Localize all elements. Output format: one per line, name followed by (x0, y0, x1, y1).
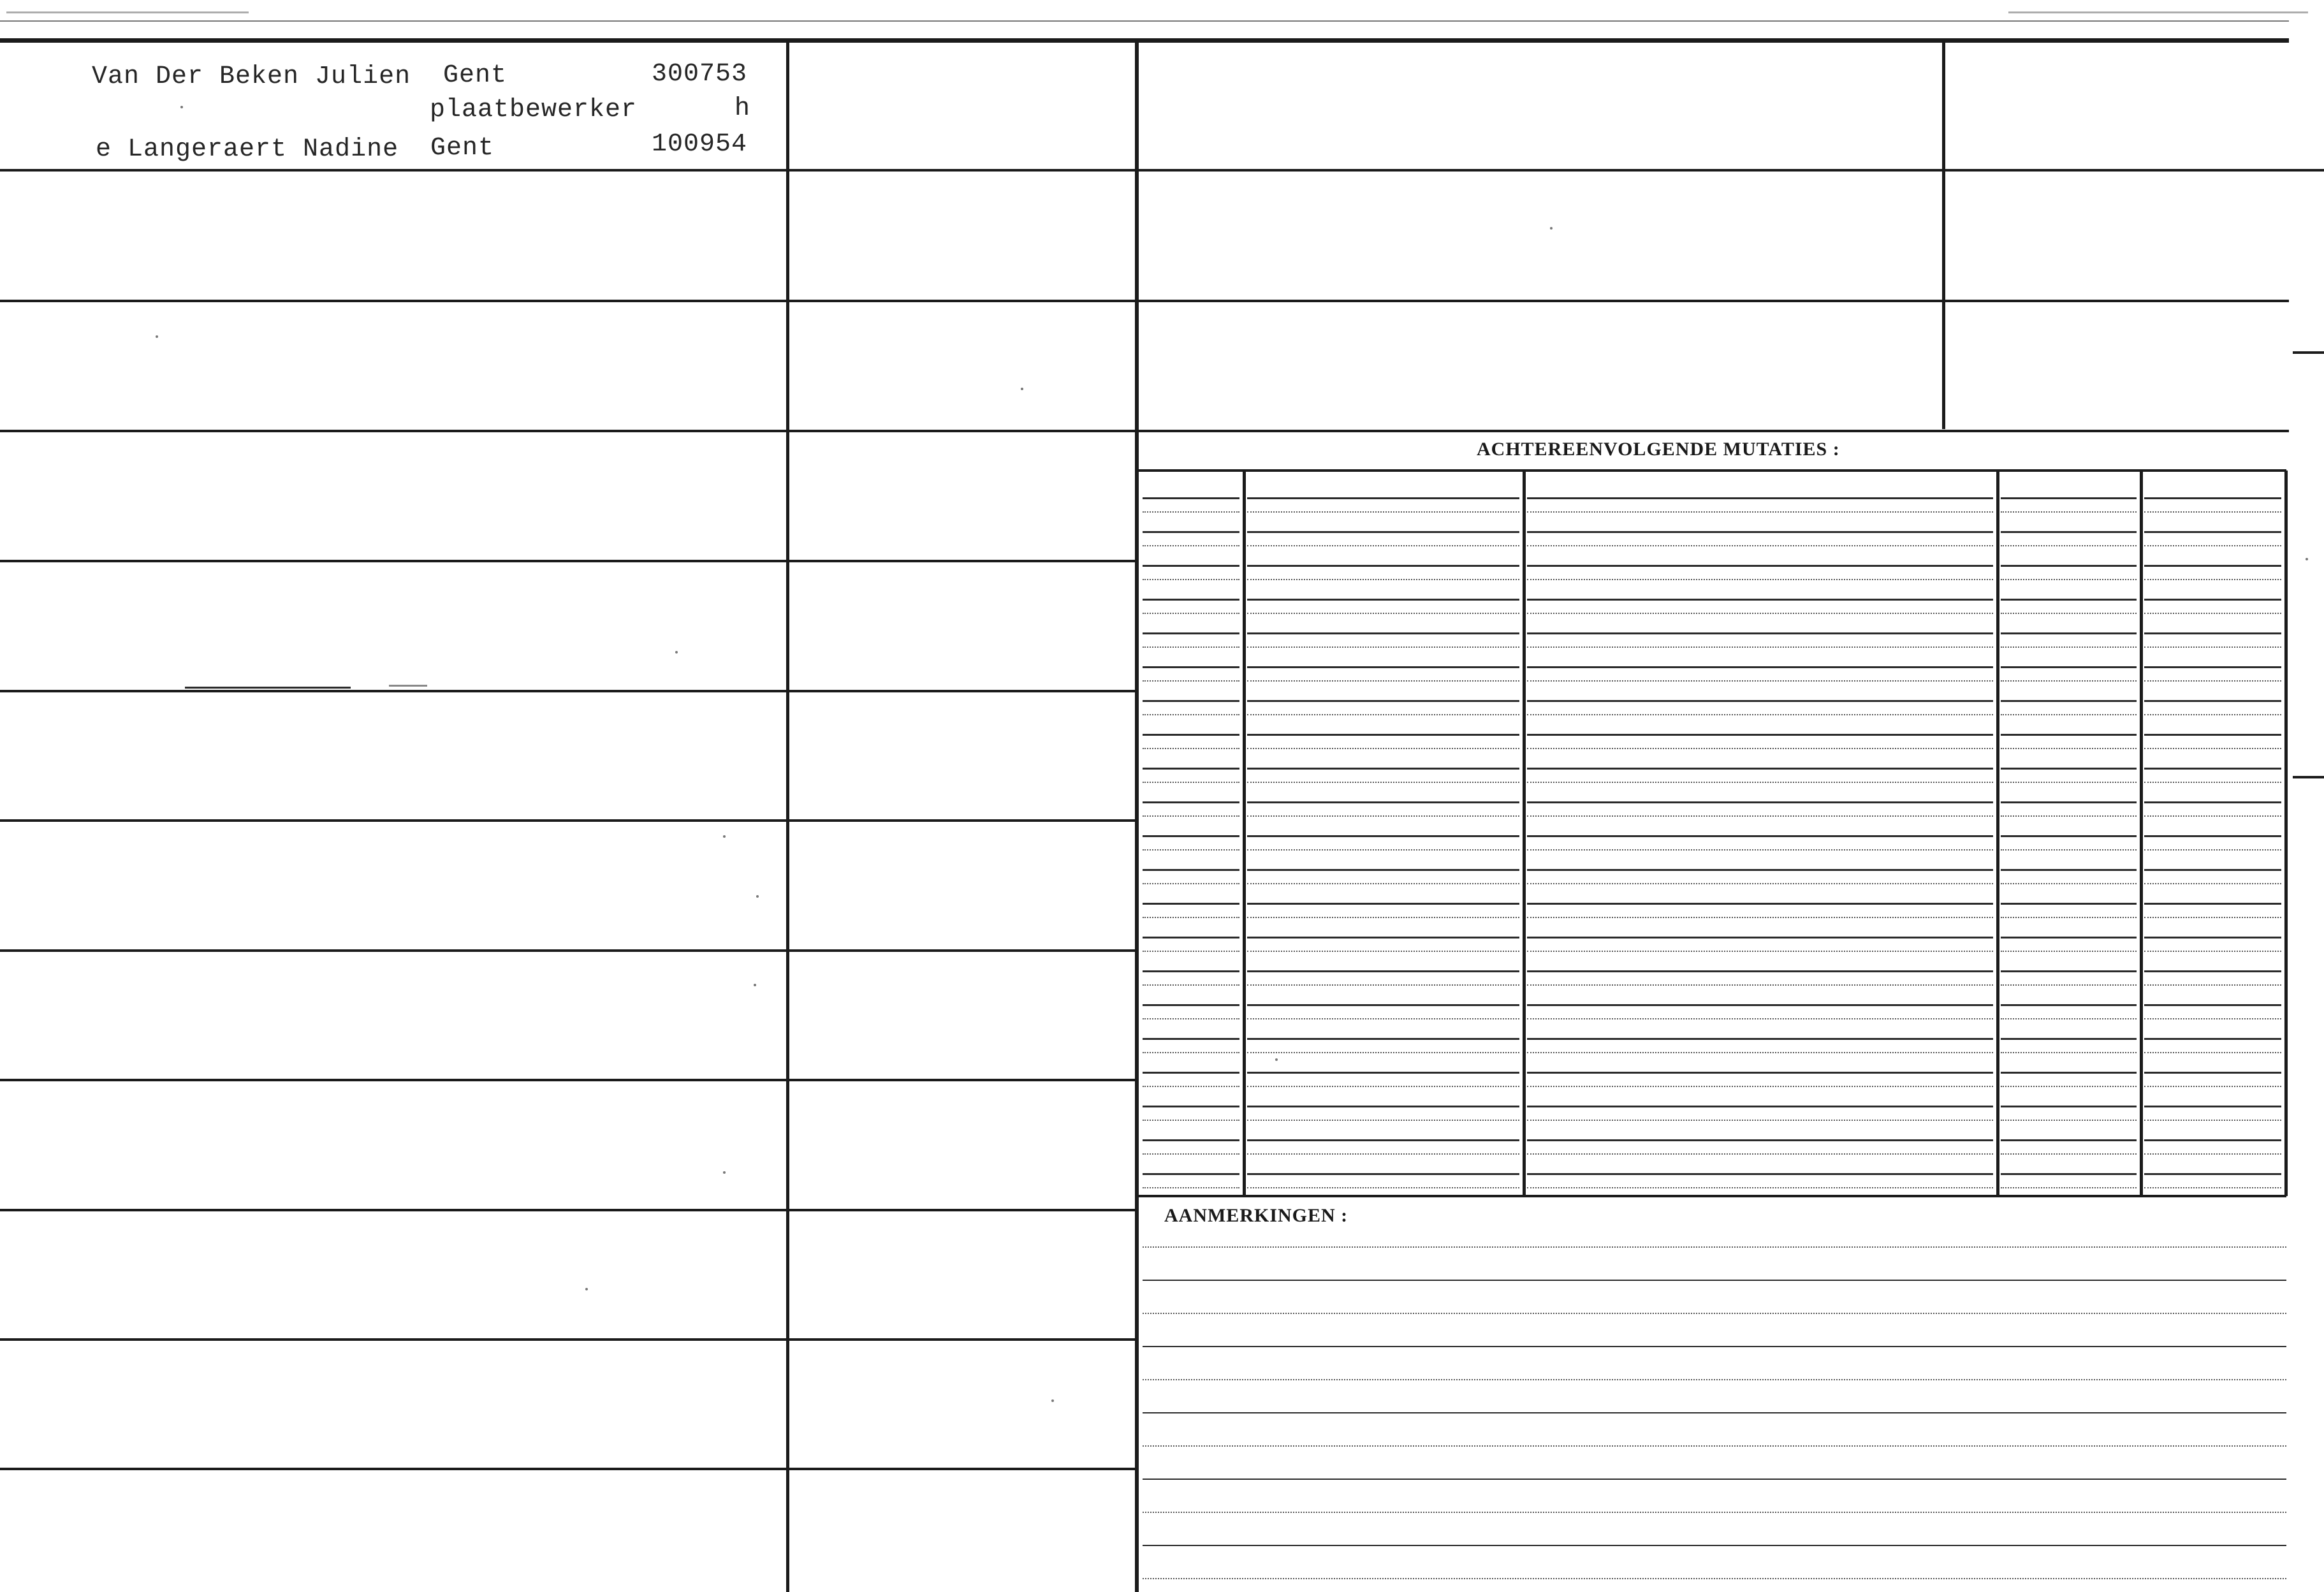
row-rule (0, 1209, 786, 1211)
mutation-rule (1143, 599, 1239, 601)
row-rule (0, 949, 786, 952)
column-divider-3 (1942, 40, 1945, 429)
mutation-dotted-rule (1247, 1153, 1519, 1155)
paper-speck (1275, 1058, 1278, 1061)
mutation-dotted-rule (1247, 1018, 1519, 1019)
rule-mark (185, 687, 351, 689)
mutation-dotted-rule (1527, 511, 1993, 513)
mutation-dotted-rule (2144, 545, 2281, 546)
mutation-rule (1527, 734, 1993, 736)
mutation-rule (2144, 1038, 2281, 1040)
paper-speck (754, 984, 756, 986)
mutation-dotted-rule (1247, 680, 1519, 682)
mutation-dotted-rule (1527, 579, 1993, 580)
row-rule (0, 819, 786, 822)
mutation-rule (1527, 666, 1993, 668)
mutation-rule (1143, 903, 1239, 905)
mutation-rule (1143, 1072, 1239, 1074)
mutation-rule (2144, 869, 2281, 871)
mutation-dotted-rule (1247, 883, 1519, 884)
remark-rule (1143, 1313, 2286, 1314)
row-rule (789, 1209, 1135, 1211)
mutation-dotted-rule (2001, 748, 2137, 749)
mutation-dotted-rule (1143, 579, 1239, 580)
mutation-dotted-rule (1143, 883, 1239, 884)
mutation-rule (2001, 937, 2137, 938)
mutations-col (1243, 471, 1246, 1196)
mutation-dotted-rule (2144, 680, 2281, 682)
mutation-dotted-rule (1527, 1120, 1993, 1121)
mutations-col (2140, 471, 2143, 1196)
mutation-dotted-rule (1247, 1187, 1519, 1188)
mutation-dotted-rule (2001, 680, 2137, 682)
mutation-dotted-rule (2001, 782, 2137, 783)
mutation-rule (1247, 937, 1519, 938)
column-divider-2 (1135, 40, 1139, 1592)
mutation-rule (2001, 1004, 2137, 1006)
mutation-rule (1527, 1004, 1993, 1006)
mutation-dotted-rule (2001, 511, 2137, 513)
mutation-rule (1143, 1173, 1239, 1175)
mutation-rule (1247, 1139, 1519, 1141)
mutation-rule (2144, 1173, 2281, 1175)
paper-speck (723, 1171, 726, 1174)
mutation-dotted-rule (1527, 714, 1993, 715)
mutation-rule (1247, 1038, 1519, 1040)
mutation-dotted-rule (2144, 782, 2281, 783)
mutation-dotted-rule (1143, 1187, 1239, 1188)
mutation-dotted-rule (2001, 1153, 2137, 1155)
mutation-dotted-rule (2144, 613, 2281, 614)
column-divider-1 (786, 40, 789, 1592)
mutation-rule (1247, 835, 1519, 837)
mutation-dotted-rule (1527, 1153, 1993, 1155)
mutation-dotted-rule (2001, 1052, 2137, 1053)
edge-mark (2293, 776, 2324, 778)
mutation-dotted-rule (2001, 545, 2137, 546)
mutation-rule (1247, 768, 1519, 770)
mutation-dotted-rule (1247, 984, 1519, 986)
mutations-heading: ACHTEREENVOLGENDE MUTATIES : (1477, 439, 1840, 460)
mutation-dotted-rule (1527, 883, 1993, 884)
row-rule (0, 1338, 786, 1341)
top-left-scribble (6, 11, 249, 13)
mutation-dotted-rule (2001, 815, 2137, 817)
mutation-rule (1527, 565, 1993, 567)
mutation-rule (2001, 1106, 2137, 1107)
mutation-rule (2144, 937, 2281, 938)
mutation-rule (1247, 1106, 1519, 1107)
mutation-dotted-rule (1247, 545, 1519, 546)
mutation-rule (1527, 1072, 1993, 1074)
mutation-dotted-rule (2144, 579, 2281, 580)
entry-2-number: 100954 (652, 130, 748, 159)
mutation-rule (1143, 531, 1239, 533)
mutation-dotted-rule (1527, 613, 1993, 614)
remark-rule (1143, 1246, 2286, 1248)
mutation-rule (1143, 734, 1239, 736)
mutation-dotted-rule (1527, 1018, 1993, 1019)
mutation-rule (1143, 937, 1239, 938)
mutation-dotted-rule (1527, 984, 1993, 986)
row-rule (0, 690, 786, 692)
mutation-dotted-rule (1143, 951, 1239, 952)
entry-2-place: Gent (430, 134, 495, 163)
row-rule (0, 1468, 786, 1470)
row-rule (0, 1079, 786, 1081)
mutation-dotted-rule (2144, 714, 2281, 715)
mutation-rule (1527, 497, 1993, 499)
mutation-rule (2001, 1072, 2137, 1074)
mutation-dotted-rule (1143, 748, 1239, 749)
mutation-rule (1527, 531, 1993, 533)
mutation-dotted-rule (1143, 714, 1239, 715)
mutation-dotted-rule (2144, 511, 2281, 513)
upper-right-rule (1139, 300, 2289, 302)
mutation-dotted-rule (1527, 782, 1993, 783)
mutation-dotted-rule (1247, 1120, 1519, 1121)
mutation-rule (1527, 1173, 1993, 1175)
mutation-rule (2144, 565, 2281, 567)
mutation-rule (1143, 700, 1239, 702)
mutation-dotted-rule (2001, 951, 2137, 952)
mutation-dotted-rule (1247, 951, 1519, 952)
mutation-rule (2144, 768, 2281, 770)
mutation-dotted-rule (1247, 646, 1519, 648)
mutation-dotted-rule (2144, 1086, 2281, 1087)
paper-speck (723, 835, 726, 838)
mutation-dotted-rule (2001, 984, 2137, 986)
mutation-dotted-rule (1143, 815, 1239, 817)
top-thin-rule (0, 20, 2289, 22)
mutations-table-top (1139, 469, 2286, 472)
mutation-dotted-rule (1143, 849, 1239, 851)
mutation-rule (2001, 1173, 2137, 1175)
remark-rule (1143, 1280, 2286, 1281)
mutation-dotted-rule (2001, 646, 2137, 648)
mutation-rule (1247, 869, 1519, 871)
mutation-rule (2001, 903, 2137, 905)
mutation-dotted-rule (2144, 951, 2281, 952)
mutation-rule (1527, 937, 1993, 938)
mutation-rule (2001, 700, 2137, 702)
mutation-dotted-rule (1527, 951, 1993, 952)
mutation-rule (1247, 531, 1519, 533)
mutation-dotted-rule (2144, 1120, 2281, 1121)
remark-rule (1143, 1578, 2286, 1579)
entry-1-suffix: h (734, 94, 751, 123)
mutation-dotted-rule (2144, 849, 2281, 851)
mutation-rule (1247, 599, 1519, 601)
row-rule (789, 430, 1135, 432)
mutation-dotted-rule (1247, 1052, 1519, 1053)
mutation-dotted-rule (1247, 782, 1519, 783)
mutation-dotted-rule (1143, 511, 1239, 513)
remark-rule (1143, 1479, 2286, 1480)
mutation-dotted-rule (2001, 1187, 2137, 1188)
mutation-dotted-rule (2144, 883, 2281, 884)
row-rule (789, 819, 1135, 822)
mutation-dotted-rule (1143, 1052, 1239, 1053)
top-right-scribble (2008, 11, 2308, 13)
mutation-dotted-rule (1527, 1086, 1993, 1087)
mutations-col (1523, 471, 1526, 1196)
mutation-dotted-rule (1143, 1120, 1239, 1121)
mutation-rule (1143, 1004, 1239, 1006)
mutation-dotted-rule (2144, 1018, 2281, 1019)
mutation-rule (1527, 903, 1993, 905)
mutation-rule (1247, 801, 1519, 803)
mutation-dotted-rule (2144, 984, 2281, 986)
mutation-rule (1143, 801, 1239, 803)
mutation-rule (2144, 1139, 2281, 1141)
mutation-rule (1247, 632, 1519, 634)
mutation-rule (2001, 869, 2137, 871)
paper-speck (180, 106, 183, 108)
mutation-rule (2144, 531, 2281, 533)
mutation-rule (1143, 970, 1239, 972)
mutation-dotted-rule (2144, 748, 2281, 749)
mutation-dotted-rule (2001, 613, 2137, 614)
entry-1-place: Gent (443, 61, 508, 90)
mutations-col (1996, 471, 1999, 1196)
mutation-rule (1143, 869, 1239, 871)
mutation-dotted-rule (2001, 883, 2137, 884)
mutation-rule (2001, 565, 2137, 567)
rule-mark (389, 685, 427, 687)
mutation-rule (1247, 903, 1519, 905)
mutation-dotted-rule (1247, 714, 1519, 715)
mutations-table-bottom (1139, 1195, 2286, 1197)
mutation-rule (1143, 666, 1239, 668)
mutation-rule (1527, 632, 1993, 634)
mutation-rule (2001, 801, 2137, 803)
top-rule (0, 38, 2289, 43)
mutation-rule (1527, 768, 1993, 770)
mutation-dotted-rule (1527, 545, 1993, 546)
mutation-rule (2144, 1072, 2281, 1074)
mutation-rule (2001, 1038, 2137, 1040)
mutation-dotted-rule (2144, 917, 2281, 918)
mutation-rule (1247, 565, 1519, 567)
mutation-rule (1143, 632, 1239, 634)
mutation-rule (2001, 531, 2137, 533)
mutation-dotted-rule (2001, 917, 2137, 918)
entry-1-name: Van Der Beken Julien (92, 62, 411, 91)
mutation-dotted-rule (2001, 1120, 2137, 1121)
mutation-rule (2001, 768, 2137, 770)
mutation-rule (1527, 1106, 1993, 1107)
row-rule (789, 300, 1135, 302)
mutation-rule (1247, 700, 1519, 702)
entry-1-occupation: plaatbewerker (430, 96, 638, 124)
paper-speck (675, 651, 678, 654)
mutation-dotted-rule (1527, 1052, 1993, 1053)
mutation-dotted-rule (1143, 1086, 1239, 1087)
paper-speck (2306, 558, 2308, 560)
mutation-rule (2144, 801, 2281, 803)
mutation-rule (1527, 835, 1993, 837)
mutation-rule (1143, 835, 1239, 837)
upper-right-rule (1139, 169, 2324, 172)
mutation-dotted-rule (2144, 815, 2281, 817)
mutation-dotted-rule (1247, 917, 1519, 918)
mutation-dotted-rule (1247, 815, 1519, 817)
paper-speck (585, 1288, 588, 1290)
mutation-rule (2001, 970, 2137, 972)
mutation-dotted-rule (1143, 917, 1239, 918)
mutation-dotted-rule (1143, 646, 1239, 648)
mutation-dotted-rule (1527, 849, 1993, 851)
mutation-dotted-rule (2001, 849, 2137, 851)
mutation-rule (2144, 666, 2281, 668)
mutation-rule (1527, 1139, 1993, 1141)
remark-rule (1143, 1512, 2286, 1513)
mutation-rule (2144, 903, 2281, 905)
mutation-dotted-rule (1143, 545, 1239, 546)
mutation-rule (1247, 497, 1519, 499)
remark-rule (1143, 1412, 2286, 1413)
mutation-rule (1527, 801, 1993, 803)
mutation-rule (1247, 1072, 1519, 1074)
paper-speck (156, 335, 158, 338)
mutation-rule (1527, 1038, 1993, 1040)
mutation-rule (1527, 869, 1993, 871)
mutation-rule (1143, 565, 1239, 567)
mutation-rule (1143, 1038, 1239, 1040)
mutation-dotted-rule (1527, 680, 1993, 682)
mutation-rule (2001, 599, 2137, 601)
mutation-rule (2001, 666, 2137, 668)
mutation-rule (2144, 497, 2281, 499)
mutation-dotted-rule (1247, 579, 1519, 580)
mutation-rule (1143, 768, 1239, 770)
remark-rule (1143, 1346, 2286, 1347)
mutation-dotted-rule (1143, 782, 1239, 783)
mutation-rule (1247, 666, 1519, 668)
mutation-rule (1247, 970, 1519, 972)
mutation-dotted-rule (1247, 849, 1519, 851)
remark-rule (1143, 1545, 2286, 1546)
mutation-rule (2144, 970, 2281, 972)
mutation-dotted-rule (2144, 646, 2281, 648)
mutation-dotted-rule (1527, 646, 1993, 648)
entry-1-number: 300753 (652, 60, 748, 89)
row-rule (0, 300, 786, 302)
mutation-rule (2001, 497, 2137, 499)
mutation-rule (2144, 1004, 2281, 1006)
mutation-dotted-rule (1247, 613, 1519, 614)
mutations-col (2284, 471, 2288, 1196)
edge-mark (2293, 351, 2324, 354)
mutation-dotted-rule (1143, 1018, 1239, 1019)
row-rule (789, 690, 1135, 692)
mutation-rule (2001, 734, 2137, 736)
row-rule (789, 1079, 1135, 1081)
entry-2-name: e Langeraert Nadine (96, 135, 399, 164)
mutation-rule (2144, 734, 2281, 736)
mutation-rule (2144, 1106, 2281, 1107)
mutation-rule (2144, 700, 2281, 702)
mutation-dotted-rule (1527, 917, 1993, 918)
row-rule (789, 560, 1135, 562)
mutation-rule (2144, 599, 2281, 601)
row-rule (0, 430, 786, 432)
mutation-rule (1247, 1173, 1519, 1175)
mutation-dotted-rule (2144, 1052, 2281, 1053)
mutation-rule (1527, 970, 1993, 972)
mutation-rule (2001, 1139, 2137, 1141)
mutation-dotted-rule (1247, 1086, 1519, 1087)
mutation-dotted-rule (2144, 1187, 2281, 1188)
mutation-dotted-rule (2001, 714, 2137, 715)
mutation-rule (1143, 1139, 1239, 1141)
mutation-dotted-rule (1143, 1153, 1239, 1155)
paper-speck (756, 895, 759, 898)
mutation-dotted-rule (1143, 680, 1239, 682)
mutation-dotted-rule (2144, 1153, 2281, 1155)
row-rule (789, 949, 1135, 952)
mutation-rule (2001, 835, 2137, 837)
mutation-dotted-rule (2001, 579, 2137, 580)
mutation-rule (1143, 497, 1239, 499)
mutation-rule (2001, 632, 2137, 634)
row-rule (789, 169, 1135, 172)
remarks-heading: AANMERKINGEN : (1164, 1205, 1348, 1226)
mutation-dotted-rule (1143, 984, 1239, 986)
mutation-rule (1247, 1004, 1519, 1006)
mutation-rule (1527, 599, 1993, 601)
paper-speck (1021, 388, 1023, 390)
mutation-rule (1247, 734, 1519, 736)
remark-rule (1143, 1445, 2286, 1447)
paper-speck (1550, 227, 1553, 230)
mutation-dotted-rule (2001, 1018, 2137, 1019)
mutation-rule (1143, 1106, 1239, 1107)
mutation-rule (2144, 835, 2281, 837)
mutations-top-rule (1139, 430, 2289, 432)
remark-rule (1143, 1379, 2286, 1380)
row-rule (789, 1468, 1135, 1470)
mutation-dotted-rule (1247, 511, 1519, 513)
mutation-dotted-rule (1527, 815, 1993, 817)
mutation-dotted-rule (2001, 1086, 2137, 1087)
row-rule (0, 560, 786, 562)
mutation-rule (1527, 700, 1993, 702)
mutation-dotted-rule (1527, 1187, 1993, 1188)
row-rule (0, 169, 786, 172)
paper-speck (1051, 1399, 1054, 1402)
mutation-dotted-rule (1527, 748, 1993, 749)
mutation-dotted-rule (1247, 748, 1519, 749)
mutation-rule (2144, 632, 2281, 634)
mutation-dotted-rule (1143, 613, 1239, 614)
row-rule (789, 1338, 1135, 1341)
